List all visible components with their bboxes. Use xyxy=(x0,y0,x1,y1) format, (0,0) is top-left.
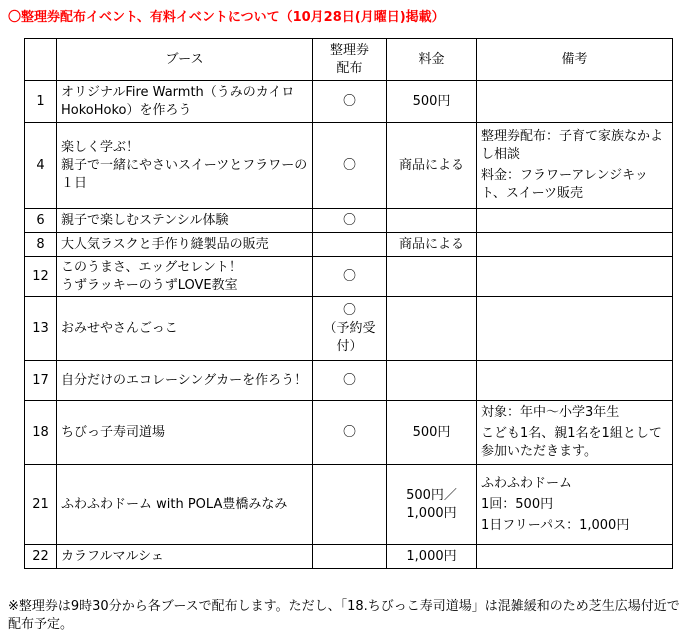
note-line: ふわふわドーム xyxy=(481,475,573,491)
notes-cell xyxy=(477,233,673,257)
booth-name: カラフルマルシェ xyxy=(57,545,313,569)
row-number: 18 xyxy=(25,401,57,465)
row-number: 4 xyxy=(25,123,57,209)
row-number: 6 xyxy=(25,209,57,233)
ticket-mark: 〇 xyxy=(313,361,387,401)
notes-cell xyxy=(477,257,673,297)
row-number: 8 xyxy=(25,233,57,257)
ticket-mark: 〇 xyxy=(313,257,387,297)
header-booth: ブース xyxy=(57,39,313,81)
booth-name: オリジナルFire Warmth（うみのカイロHokoHoko）を作ろう xyxy=(57,81,313,123)
table-row xyxy=(25,233,673,257)
notes-cell xyxy=(477,81,673,123)
fee-value xyxy=(387,257,477,297)
fee-value: 500円 xyxy=(387,81,477,123)
note-line: 料金：フラワーアレンジキット、スイーツ販売 xyxy=(481,168,648,201)
row-number: 12 xyxy=(25,257,57,297)
notes-cell xyxy=(477,123,673,209)
table-row xyxy=(25,545,673,569)
header-ticket: 整理券 配布 xyxy=(313,39,387,81)
ticket-mark: 〇 xyxy=(313,123,387,209)
table-row xyxy=(25,209,673,233)
note-line: こども1名、親1名を1組として参加いただきます。 xyxy=(481,426,662,459)
row-number: 13 xyxy=(25,297,57,361)
booth-name: このうまさ、エッグセレント！ うずラッキーのうずLOVE教室 xyxy=(57,257,313,297)
table-row xyxy=(25,257,673,297)
fee-value: 500円 xyxy=(387,401,477,465)
table-row xyxy=(25,297,673,361)
row-number: 22 xyxy=(25,545,57,569)
table-row xyxy=(25,361,673,401)
table-row xyxy=(25,465,673,545)
booth-name: 親子で楽しむステンシル体験 xyxy=(57,209,313,233)
booth-name: ちびっ子寿司道場 xyxy=(57,401,313,465)
table-row xyxy=(25,123,673,209)
page-title: 〇整理券配布イベント、有料イベントについて（10月28日(月曜日)掲載） xyxy=(8,10,445,25)
table-row xyxy=(25,401,673,465)
events-table xyxy=(24,38,673,569)
fee-value xyxy=(387,209,477,233)
note-line: 整理券配布：子育て家族なかよし相談 xyxy=(481,129,664,162)
notes-cell xyxy=(477,297,673,361)
notes-cell xyxy=(477,209,673,233)
fee-value: 500円／ 1,000円 xyxy=(387,465,477,545)
fee-value: 商品による xyxy=(387,123,477,209)
note-line: 1日フリーパス：1,000円 xyxy=(481,517,630,533)
ticket-mark: 〇 xyxy=(313,401,387,465)
ticket-mark xyxy=(313,545,387,569)
ticket-mark xyxy=(313,233,387,257)
booth-name: おみせやさんごっこ xyxy=(57,297,313,361)
table-header-row xyxy=(25,39,673,81)
ticket-mark: 〇 xyxy=(313,209,387,233)
notes-cell xyxy=(477,545,673,569)
ticket-mark: 〇 （予約受 付） xyxy=(313,297,387,361)
ticket-mark: 〇 xyxy=(313,81,387,123)
header-fee: 料金 xyxy=(387,39,477,81)
fee-value: 商品による xyxy=(387,233,477,257)
notes-cell xyxy=(477,361,673,401)
note-line: 1回：500円 xyxy=(481,496,554,512)
fee-value: 1,000円 xyxy=(387,545,477,569)
header-notes: 備考 xyxy=(477,39,673,81)
footer-note: ※整理券は9時30分から各ブースで配布します。ただし、「18.ちびっこ寿司道場」は混雑緩和のため芝生広場付近で配布予定。 xyxy=(8,599,680,632)
note-line: 対象：年中～小学3年生 xyxy=(481,405,620,420)
booth-name: 自分だけのエコレーシングカーを作ろう！ xyxy=(57,361,313,401)
booth-name: 大人気ラスクと手作り縫製品の販売 xyxy=(57,233,313,257)
row-number: 21 xyxy=(25,465,57,545)
row-number: 1 xyxy=(25,81,57,123)
header-number xyxy=(25,39,57,81)
ticket-mark xyxy=(313,465,387,545)
fee-value xyxy=(387,297,477,361)
booth-name: ふわふわドーム with POLA豊橋みなみ xyxy=(57,465,313,545)
fee-value xyxy=(387,361,477,401)
table-row xyxy=(25,81,673,123)
row-number: 17 xyxy=(25,361,57,401)
booth-name: 楽しく学ぶ！ 親子で一緒にやさいスイーツとフラワーの１日 xyxy=(57,123,313,209)
table-body xyxy=(25,81,673,569)
notes-cell xyxy=(477,465,673,545)
notes-cell xyxy=(477,401,673,465)
